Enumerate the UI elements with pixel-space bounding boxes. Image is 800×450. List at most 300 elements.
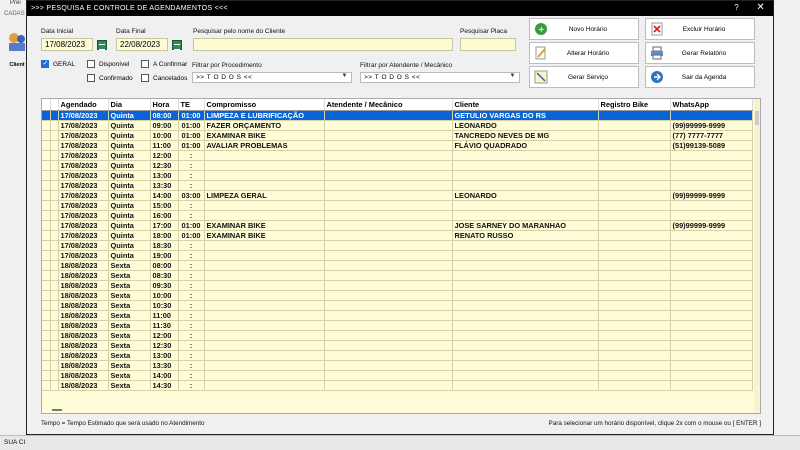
table-cell: Quinta — [108, 150, 150, 160]
table-cell: : — [178, 380, 204, 390]
table-cell: 17/08/2023 — [58, 250, 108, 260]
row-indicator-cell — [50, 200, 58, 210]
row-indicator-cell — [42, 340, 50, 350]
table-cell — [598, 300, 670, 310]
table-cell: 09:00 — [150, 120, 178, 130]
table-cell — [452, 310, 598, 320]
table-cell: : — [178, 160, 204, 170]
row-indicator-cell — [42, 330, 50, 340]
table-cell: Sexta — [108, 270, 150, 280]
table-cell: 12:30 — [150, 340, 178, 350]
table-cell — [598, 230, 670, 240]
background-app-subtitle: CADAS — [4, 11, 25, 17]
table-cell — [452, 160, 598, 170]
row-indicator-cell — [42, 110, 50, 120]
row-indicator-cell — [42, 380, 50, 390]
gerar-servico-button[interactable] — [529, 66, 639, 88]
checkbox-geral-box[interactable] — [41, 60, 49, 68]
table-cell — [598, 210, 670, 220]
row-indicator-cell — [50, 260, 58, 270]
table-cell: (77) 7777-7777 — [670, 130, 752, 140]
alterar-horario-button[interactable] — [529, 42, 639, 64]
row-indicator-cell — [50, 320, 58, 330]
table-row[interactable] — [42, 380, 752, 390]
table-cell — [598, 250, 670, 260]
table-cell — [452, 150, 598, 160]
table-cell — [598, 150, 670, 160]
table-cell: 01:00 — [178, 120, 204, 130]
table-row[interactable] — [42, 310, 752, 320]
table-cell: Quinta — [108, 180, 150, 190]
table-cell — [324, 260, 452, 270]
row-indicator-cell — [42, 190, 50, 200]
table-row[interactable] — [42, 150, 752, 160]
table-cell — [324, 300, 452, 310]
table-cell: LIMPEZA GERAL — [204, 190, 324, 200]
table-cell: 17/08/2023 — [58, 200, 108, 210]
service-icon — [534, 70, 548, 84]
table-cell: FAZER ORÇAMENTO — [204, 120, 324, 130]
table-cell — [204, 380, 324, 390]
table-cell: GETULIO VARGAS DO RS — [452, 110, 598, 120]
table-cell: : — [178, 330, 204, 340]
atendente-filter-value: >> T O D O S << — [364, 74, 421, 81]
footer-hint-right: Para selecionar um horário disponível, clique 2x com o mouse ou [ ENTER ] — [548, 420, 761, 427]
table-cell: 01:00 — [178, 110, 204, 120]
row-indicator-cell — [42, 310, 50, 320]
column-header[interactable]: TE — [178, 99, 204, 110]
table-cell: : — [178, 300, 204, 310]
table-cell: 17/08/2023 — [58, 210, 108, 220]
table-cell: Quinta — [108, 110, 150, 120]
table-cell — [204, 170, 324, 180]
novo-horario-button[interactable] — [529, 18, 639, 40]
table-cell — [204, 320, 324, 330]
table-cell: EXAMINAR BIKE — [204, 220, 324, 230]
row-indicator-cell — [42, 260, 50, 270]
table-cell: : — [178, 240, 204, 250]
column-header[interactable]: Agendado — [58, 99, 108, 110]
table-header-row — [42, 99, 752, 110]
table-cell: 19:00 — [150, 250, 178, 260]
table-cell — [324, 210, 452, 220]
table-row[interactable] — [42, 280, 752, 290]
column-header[interactable]: Dia — [108, 99, 150, 110]
calendar-icon[interactable] — [97, 40, 107, 50]
table-cell — [670, 290, 752, 300]
placa-search-label: Pesquisar Placa — [460, 28, 507, 35]
row-indicator-cell — [50, 350, 58, 360]
table-cell: 01:00 — [178, 230, 204, 240]
table-cell — [324, 190, 452, 200]
table-row[interactable] — [42, 120, 752, 130]
checkbox-a-confirmar-box[interactable] — [141, 60, 149, 68]
table-cell — [452, 380, 598, 390]
table-cell — [598, 380, 670, 390]
table-cell — [598, 200, 670, 210]
table-row[interactable] — [42, 300, 752, 310]
printer-icon — [650, 46, 664, 60]
table-cell — [204, 250, 324, 260]
table-cell — [324, 280, 452, 290]
client-icon-label: Client — [9, 62, 25, 68]
table-cell: EXAMINAR BIKE — [204, 230, 324, 240]
table-cell — [204, 260, 324, 270]
table-cell — [204, 150, 324, 160]
table-cell: : — [178, 210, 204, 220]
table-cell — [670, 270, 752, 280]
row-indicator-cell — [42, 290, 50, 300]
table-cell: TANCREDO NEVES DE MG — [452, 130, 598, 140]
table-cell — [324, 270, 452, 280]
table-cell — [452, 260, 598, 270]
table-cell — [204, 210, 324, 220]
table-cell: 08:30 — [150, 270, 178, 280]
background-status-bar: SUA CI — [0, 435, 800, 450]
data-inicial-label: Data Inicial — [41, 28, 74, 35]
table-cell: : — [178, 200, 204, 210]
window-title-bar — [27, 1, 773, 16]
table-row[interactable] — [42, 170, 752, 180]
table-cell: 11:00 — [150, 310, 178, 320]
row-indicator-cell — [42, 360, 50, 370]
row-indicator-cell — [50, 310, 58, 320]
table-row[interactable] — [42, 350, 752, 360]
table-cell: : — [178, 320, 204, 330]
atendente-filter-select[interactable] — [360, 72, 520, 83]
table-cell — [324, 250, 452, 260]
table-cell: 18/08/2023 — [58, 290, 108, 300]
add-schedule-icon — [534, 22, 548, 36]
table-cell: Quinta — [108, 170, 150, 180]
horizontal-scroll-indicator[interactable] — [52, 409, 62, 411]
table-row[interactable] — [42, 340, 752, 350]
table-cell: (99)99999-9999 — [670, 120, 752, 130]
table-cell — [452, 270, 598, 280]
table-cell: FLÁVIO QUADRADO — [452, 140, 598, 150]
table-cell — [204, 270, 324, 280]
checkbox-cancelados[interactable] — [141, 74, 187, 82]
column-header[interactable] — [50, 99, 58, 110]
row-indicator-cell — [42, 130, 50, 140]
calendar-icon[interactable] — [172, 40, 182, 50]
table-row[interactable] — [42, 220, 752, 230]
table-cell — [324, 170, 452, 180]
table-cell — [670, 170, 752, 180]
checkbox-cancelados-label: Cancelados — [153, 74, 188, 82]
row-indicator-cell — [50, 340, 58, 350]
table-cell: : — [178, 270, 204, 280]
table-cell — [670, 110, 752, 120]
row-indicator-cell — [50, 290, 58, 300]
table-cell — [598, 310, 670, 320]
table-row[interactable] — [42, 110, 752, 120]
table-cell: 13:30 — [150, 360, 178, 370]
table-cell: 10:00 — [150, 290, 178, 300]
gerar-relatorio-button[interactable] — [645, 42, 755, 64]
table-cell — [598, 320, 670, 330]
atendente-filter-label: Filtrar por Atendente / Mecânico — [360, 62, 453, 69]
table-cell: : — [178, 370, 204, 380]
checkbox-confirmado[interactable] — [87, 74, 133, 82]
table-cell: Quinta — [108, 230, 150, 240]
table-row[interactable] — [42, 180, 752, 190]
table-row[interactable] — [42, 290, 752, 300]
close-button[interactable]: ✕ — [756, 2, 765, 13]
row-indicator-cell — [50, 300, 58, 310]
table-cell — [324, 140, 452, 150]
row-indicator-cell — [50, 330, 58, 340]
column-header[interactable]: Cliente — [452, 99, 598, 110]
table-cell: Sexta — [108, 310, 150, 320]
table-cell: 13:00 — [150, 350, 178, 360]
table-cell: 17/08/2023 — [58, 160, 108, 170]
row-indicator-cell — [50, 240, 58, 250]
table-cell — [324, 130, 452, 140]
table-cell: 17/08/2023 — [58, 130, 108, 140]
table-cell — [452, 290, 598, 300]
placa-search-input[interactable] — [460, 38, 516, 51]
row-indicator-cell — [50, 180, 58, 190]
table-cell: 17/08/2023 — [58, 190, 108, 200]
table-row[interactable] — [42, 200, 752, 210]
table-cell — [670, 370, 752, 380]
table-cell — [204, 350, 324, 360]
table-cell — [598, 270, 670, 280]
row-indicator-cell — [50, 190, 58, 200]
table-cell: RENATO RUSSO — [452, 230, 598, 240]
table-cell: 17/08/2023 — [58, 240, 108, 250]
table-cell — [204, 280, 324, 290]
table-cell: LIMPEZA E LUBRIFICAÇÃO — [204, 110, 324, 120]
table-cell — [324, 370, 452, 380]
checkbox-confirmado-label: Confirmado — [99, 74, 133, 82]
table-cell — [204, 310, 324, 320]
table-cell: Quinta — [108, 140, 150, 150]
table-cell — [598, 170, 670, 180]
table-cell: EXAMINAR BIKE — [204, 130, 324, 140]
table-cell — [670, 230, 752, 240]
table-cell: Quinta — [108, 190, 150, 200]
row-indicator-cell — [42, 270, 50, 280]
table-cell: 18/08/2023 — [58, 360, 108, 370]
excluir-horario-label: Excluir Horário — [682, 25, 726, 33]
table-cell — [204, 180, 324, 190]
vertical-scrollbar[interactable] — [754, 99, 760, 414]
table-row[interactable] — [42, 270, 752, 280]
row-indicator-cell — [42, 150, 50, 160]
table-cell — [324, 110, 452, 120]
table-cell — [598, 240, 670, 250]
gerar-relatorio-label: Gerar Relatório — [681, 49, 727, 57]
table-cell — [324, 180, 452, 190]
table-cell: : — [178, 350, 204, 360]
row-indicator-cell — [42, 300, 50, 310]
checkbox-cancelados-box[interactable] — [141, 74, 149, 82]
background-app-title: Prei — [10, 0, 21, 6]
table-cell — [204, 300, 324, 310]
checkbox-disponivel-box[interactable] — [87, 60, 95, 68]
column-header[interactable]: Hora — [150, 99, 178, 110]
table-cell — [670, 210, 752, 220]
table-cell: Quinta — [108, 220, 150, 230]
table-row[interactable] — [42, 250, 752, 260]
table-cell: 17/08/2023 — [58, 140, 108, 150]
table-cell — [452, 360, 598, 370]
row-indicator-cell — [50, 270, 58, 280]
table-row[interactable] — [42, 140, 752, 150]
table-cell: 17/08/2023 — [58, 110, 108, 120]
column-header[interactable]: Registro Bike — [598, 99, 670, 110]
table-cell — [324, 320, 452, 330]
table-cell: : — [178, 260, 204, 270]
checkbox-confirmado-box[interactable] — [87, 74, 95, 82]
table-cell: 18/08/2023 — [58, 320, 108, 330]
table-cell — [452, 350, 598, 360]
excluir-horario-button[interactable] — [645, 18, 755, 40]
table-cell: 01:00 — [178, 140, 204, 150]
table-row[interactable] — [42, 230, 752, 240]
table-row[interactable] — [42, 370, 752, 380]
table-cell: 09:30 — [150, 280, 178, 290]
table-cell: 01:00 — [178, 220, 204, 230]
row-indicator-cell — [50, 210, 58, 220]
table-cell — [452, 250, 598, 260]
column-header[interactable]: WhatsApp — [670, 99, 752, 110]
table-cell — [204, 290, 324, 300]
checkbox-a-confirmar[interactable] — [141, 60, 187, 68]
row-indicator-cell — [42, 160, 50, 170]
table-cell — [670, 150, 752, 160]
table-cell: : — [178, 290, 204, 300]
checkbox-disponivel[interactable] — [87, 60, 129, 68]
table-row[interactable] — [42, 210, 752, 220]
table-cell: (99)99999-9999 — [670, 220, 752, 230]
table-cell: 17:00 — [150, 220, 178, 230]
row-indicator-cell — [50, 150, 58, 160]
row-indicator-cell — [50, 380, 58, 390]
table-cell: 03:00 — [178, 190, 204, 200]
table-cell — [670, 250, 752, 260]
table-cell: JOSE SARNEY DO MARANHAO — [452, 220, 598, 230]
novo-horario-label: Novo Horário — [568, 25, 608, 33]
table-row[interactable] — [42, 320, 752, 330]
table-row[interactable] — [42, 160, 752, 170]
table-cell: (51)99139-5089 — [670, 140, 752, 150]
row-indicator-cell — [50, 130, 58, 140]
data-inicial-field[interactable]: 17/08/2023 — [41, 38, 93, 51]
sair-agenda-label: Sair da Agenda — [681, 73, 727, 81]
row-indicator-cell — [50, 230, 58, 240]
row-indicator-cell — [50, 170, 58, 180]
exit-icon — [650, 70, 664, 84]
table-cell: Quinta — [108, 130, 150, 140]
cliente-search-label: Pesquisar pelo nome do Cliente — [193, 28, 286, 35]
column-header[interactable]: Compromisso — [204, 99, 324, 110]
row-indicator-cell — [50, 360, 58, 370]
cliente-search-input[interactable] — [193, 38, 453, 51]
checkbox-a-confirmar-label: A Confirmar — [153, 60, 188, 68]
table-cell — [598, 130, 670, 140]
table-cell: 12:00 — [150, 330, 178, 340]
row-indicator-cell — [50, 110, 58, 120]
table-cell — [598, 260, 670, 270]
table-row[interactable] — [42, 330, 752, 340]
table-cell — [452, 210, 598, 220]
table-cell — [452, 170, 598, 180]
table-cell: 12:30 — [150, 160, 178, 170]
table-cell: 18/08/2023 — [58, 350, 108, 360]
table-cell — [670, 280, 752, 290]
table-row[interactable] — [42, 190, 752, 200]
row-indicator-cell — [42, 240, 50, 250]
table-cell: : — [178, 170, 204, 180]
table-cell: 18/08/2023 — [58, 280, 108, 290]
table-body — [42, 110, 752, 390]
table-cell: Sexta — [108, 330, 150, 340]
column-header[interactable]: Atendente / Mecânico — [324, 99, 452, 110]
row-indicator-cell — [42, 350, 50, 360]
sair-agenda-button[interactable] — [645, 66, 755, 88]
row-indicator-cell — [50, 140, 58, 150]
table-cell — [452, 340, 598, 350]
table-cell: Sexta — [108, 280, 150, 290]
table-cell — [598, 140, 670, 150]
scrollbar-thumb[interactable] — [755, 111, 759, 125]
client-icon[interactable] — [6, 30, 28, 68]
table-cell: 18:30 — [150, 240, 178, 250]
checkbox-geral-label: GERAL — [53, 60, 76, 68]
help-button[interactable]: ? — [734, 3, 739, 12]
table-row[interactable] — [42, 360, 752, 370]
data-final-field[interactable]: 22/08/2023 — [116, 38, 168, 51]
table-cell: 01:00 — [178, 130, 204, 140]
table-cell — [452, 320, 598, 330]
table-row[interactable] — [42, 130, 752, 140]
table-cell: 18/08/2023 — [58, 340, 108, 350]
table-cell: Sexta — [108, 300, 150, 310]
checkbox-geral[interactable] — [41, 60, 75, 68]
table-row[interactable] — [42, 240, 752, 250]
table-cell: 18/08/2023 — [58, 260, 108, 270]
table-cell: Sexta — [108, 350, 150, 360]
table-cell — [452, 370, 598, 380]
table-cell — [204, 160, 324, 170]
table-cell: 08:00 — [150, 260, 178, 270]
row-indicator-cell — [42, 180, 50, 190]
row-indicator-cell — [42, 230, 50, 240]
table-cell — [324, 200, 452, 210]
table-cell: 11:00 — [150, 140, 178, 150]
table-cell: AVALIAR PROBLEMAS — [204, 140, 324, 150]
procedimento-filter-select[interactable] — [192, 72, 352, 83]
column-header[interactable] — [42, 99, 50, 110]
row-indicator-cell — [42, 170, 50, 180]
table-cell: : — [178, 310, 204, 320]
checkbox-disponivel-label: Disponível — [99, 60, 130, 68]
table-cell — [670, 300, 752, 310]
table-row[interactable] — [42, 260, 752, 270]
table-cell: 18/08/2023 — [58, 380, 108, 390]
table-cell — [452, 330, 598, 340]
table-cell: : — [178, 360, 204, 370]
table-cell — [598, 110, 670, 120]
schedule-grid[interactable] — [41, 98, 761, 414]
table-cell — [324, 360, 452, 370]
row-indicator-cell — [50, 120, 58, 130]
procedimento-filter-label: Filtrar por Procedimento — [192, 62, 262, 69]
row-indicator-cell — [50, 280, 58, 290]
